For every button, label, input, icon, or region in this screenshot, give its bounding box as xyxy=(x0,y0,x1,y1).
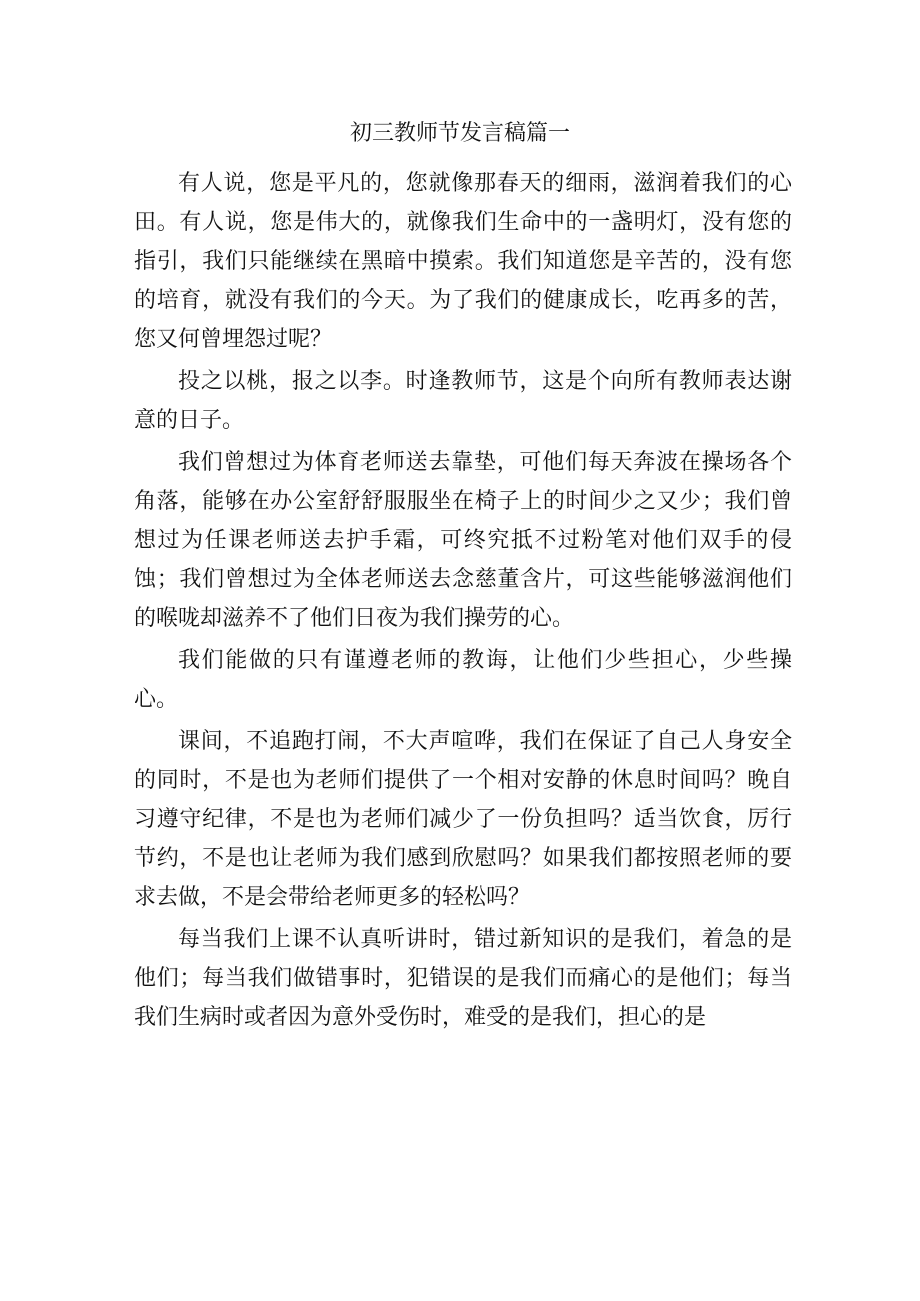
paragraph-5: 课间，不追跑打闹，不大声喧哗，我们在保证了自己人身安全的同时，不是也为老师们提供了一个相对安静的休息时间吗？晚自习遵守纪律，不是也为老师们减少了一份负担吗？适当饮食，厉行节约，不是也让老师为我们感到欣慰吗？如果我们都按照老师的要求去做，不是会带给老师更多的轻松吗？ xyxy=(134,729,792,910)
document-body xyxy=(134,164,792,1040)
paragraph-3: 我们曾想过为体育老师送去靠垫，可他们每天奔波在操场各个角落，能够在办公室舒舒服服坐在椅子上的时间少之又少；我们曾想过为任课老师送去护手霜，可终究抵不过粉笔对他们双手的侵蚀；我们曾想过为全体老师送去念慈董含片，可这些能够滋润他们的喉咙却滋养不了他们日夜为我们操劳的心。 xyxy=(134,450,792,631)
paragraph-2: 投之以桃，报之以李。时逢教师节，这是个向所有教师表达谢意的日子。 xyxy=(134,369,792,433)
paragraph-1: 有人说，您是平凡的，您就像那春天的细雨，滋润着我们的心田。有人说，您是伟大的，就像我们生命中的一盏明灯，没有您的指引，我们只能继续在黑暗中摸索。我们知道您是辛苦的，没有您的培育，就没有我们的今天。为了我们的健康成长，吃再多的苦，您又何曾埋怨过呢？ xyxy=(134,171,792,352)
document-title: 初三教师节发言稿篇一 xyxy=(349,121,570,146)
paragraph-6: 每当我们上课不认真听讲时，错过新知识的是我们，着急的是他们；每当我们做错事时，犯错误的是我们而痛心的是他们；每当我们生病时或者因为意外受伤时，难受的是我们，担心的是 xyxy=(134,927,792,1030)
paragraph-4: 我们能做的只有谨遵老师的教诲，让他们少些担心，少些操心。 xyxy=(134,648,792,712)
